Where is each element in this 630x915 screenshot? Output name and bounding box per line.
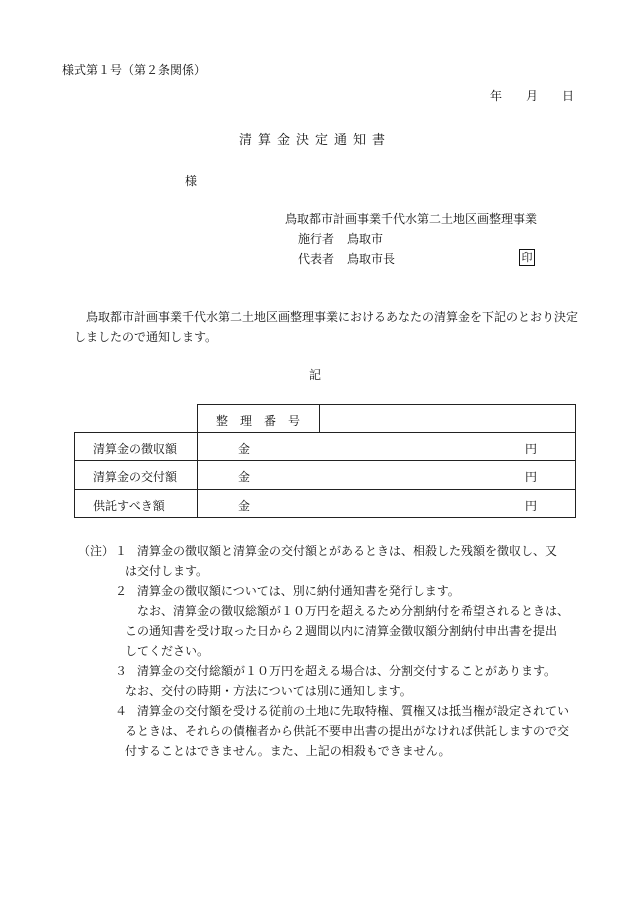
note-line: 清算金の交付総額が１０万円を超える場合は、分割交付することがあります。 xyxy=(137,664,557,678)
representative-label: 代表者 xyxy=(298,252,335,266)
note-line: してください。 xyxy=(125,644,210,658)
amount-unit: 円 xyxy=(525,442,538,456)
amount-prefix: 金 xyxy=(238,442,251,456)
seal-mark: 印 xyxy=(519,249,535,266)
date-month: 月 xyxy=(525,89,538,103)
row-amount-cell[interactable] xyxy=(197,432,576,461)
note-number: ４ xyxy=(115,704,128,718)
notes-heading: （注） xyxy=(78,544,115,558)
note-line: なお、交付の時期・方法については別に通知します。 xyxy=(125,684,412,698)
row-label-cell xyxy=(74,432,198,461)
note-line: 清算金の徴収額については、別に納付通知書を発行します。 xyxy=(137,584,460,598)
ref-label: 整 理 番 号 xyxy=(216,414,301,428)
issuer-project: 鳥取都市計画事業千代水第二土地区画整理事業 xyxy=(285,212,538,226)
ref-value-cell[interactable] xyxy=(319,404,576,433)
amount-prefix: 金 xyxy=(238,499,251,513)
form-number: 様式第１号（第２条関係） xyxy=(62,63,207,77)
ki-mark: 記 xyxy=(308,368,321,382)
note-line: 清算金の交付額を受ける従前の土地に先取特権、質権又は抵当権が設定されてい xyxy=(137,704,570,718)
date-year: 年 xyxy=(489,89,502,103)
row-label-cell xyxy=(74,460,198,490)
row-label: 清算金の徴収額 xyxy=(93,442,178,456)
amount-prefix: 金 xyxy=(238,470,251,484)
row-label-cell xyxy=(74,489,198,518)
row-label: 供託すべき額 xyxy=(93,499,165,513)
note-number: ２ xyxy=(115,584,128,598)
row-label: 清算金の交付額 xyxy=(93,470,178,484)
date-day: 日 xyxy=(561,89,574,103)
date-line xyxy=(490,89,574,103)
ref-label-cell xyxy=(197,404,320,433)
amount-unit: 円 xyxy=(525,499,538,513)
representative-value: 鳥取市長 xyxy=(347,252,396,266)
row-amount-cell[interactable] xyxy=(197,460,576,490)
note-number: １ xyxy=(115,544,128,558)
note-line: は交付します。 xyxy=(125,564,209,578)
note-line: なお、清算金の徴収総額が１０万円を超えるため分割納付を希望されるときは、 xyxy=(137,604,570,618)
note-line: 清算金の徴収額と清算金の交付額とがあるときは、相殺した残額を徴収し、又 xyxy=(137,544,558,558)
amount-table xyxy=(74,404,576,518)
body-text: 鳥取都市計画事業千代水第二土地区画整理事業におけるあなたの清算金を下記のとおり決定しましたので通知します。 xyxy=(74,310,579,344)
note-line: この通知書を受け取った日から２週間以内に清算金徴収額分割納付申出書を提出 xyxy=(125,624,558,638)
note-line: るときは、それらの債権者から供託不要申出書の提出がなければ供託しますので交 xyxy=(125,724,570,738)
row-amount-cell[interactable] xyxy=(197,489,576,518)
note-number: ３ xyxy=(115,664,128,678)
amount-unit: 円 xyxy=(525,470,538,484)
executor-label: 施行者 xyxy=(298,232,335,246)
executor-value: 鳥取市 xyxy=(347,232,384,246)
addressee-suffix: 様 xyxy=(185,174,198,188)
note-line: 付することはできません。また、上記の相殺もできません。 xyxy=(125,744,451,758)
document-title: 清算金決定通知書 xyxy=(238,133,391,148)
